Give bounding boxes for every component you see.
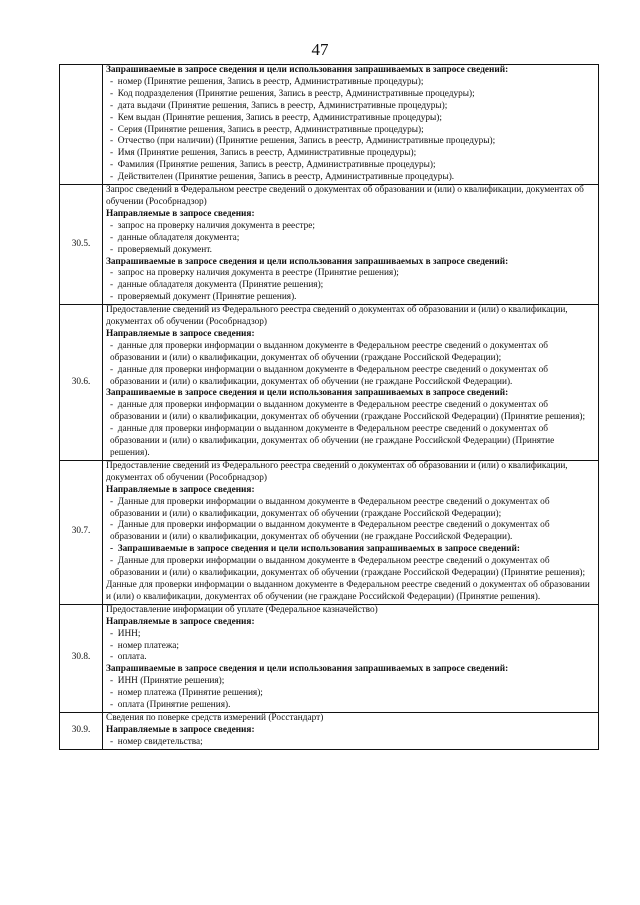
list-item: - Кем выдан (Принятие решения, Запись в реестр, Административные процедуры);	[106, 113, 595, 125]
section-heading: Запрашиваемые в запросе сведения и цели использования запрашиваемых в запросе сведений:	[106, 388, 509, 399]
section-heading: Запрашиваемые в запросе сведения и цели использования запрашиваемых в запросе сведений:	[106, 65, 509, 75]
list-item: - Данные для проверки информации о выданном документе в Федеральном реестре сведений о документах об образовании и (или) о квалификации, документах об обучении (граждане Российской Федерации) (Принятие решения);	[106, 556, 595, 580]
list-item: - ИНН (Принятие решения);	[106, 676, 595, 688]
row-title: Запрос сведений в Федеральном реестре сведений о документах об образовании и (или) о квалификации, документах об обучении (Рособрнадзор)	[106, 185, 584, 207]
list-item: - Запрашиваемые в запросе сведения и цели использования запрашиваемых в запросе сведений:	[106, 544, 595, 556]
table-row	[60, 712, 599, 749]
section-heading: Направляемые в запросе сведения:	[106, 328, 255, 339]
row-number: 30.5.	[60, 185, 103, 305]
list-item: - данные для проверки информации о выданном документе в Федеральном реестре сведений о документах об образовании и (или) о квалификации, документах об обучении (не граждане Российской Федерации).	[106, 365, 595, 389]
section-heading: Направляемые в запросе сведения:	[106, 208, 255, 219]
list-item: - оплата (Принятие решения).	[106, 700, 595, 712]
list-item: - Имя (Принятие решения, Запись в реестр, Административные процедуры);	[106, 148, 595, 160]
row-number: 30.7.	[60, 460, 103, 604]
document-table	[59, 64, 599, 750]
list-item: - данные для проверки информации о выданном документе в Федеральном реестре сведений о документах об образовании и (или) о квалификации, документах об обучении (не граждане Российской Федерации) (Принятие решения).	[106, 424, 595, 460]
list-item: - номер платежа;	[106, 641, 595, 653]
row-number: 30.6.	[60, 305, 103, 461]
list-item: - номер (Принятие решения, Запись в реестр, Административные процедуры);	[106, 77, 595, 89]
list-item: - проверяемый документ.	[106, 245, 595, 257]
list-item: - оплата.	[106, 652, 595, 664]
table-row	[60, 305, 599, 461]
row-title: Данные для проверки информации о выданном документе в Федеральном реестре сведений о документах об образовании и (или) о квалификации, документах об обучении (не граждане Российской Федерации) (Принятие решения).	[106, 579, 590, 602]
section-heading: Запрашиваемые в запросе сведения и цели использования запрашиваемых в запросе сведений:	[106, 256, 509, 267]
row-content	[103, 305, 599, 461]
table-row	[60, 65, 599, 185]
row-content	[103, 65, 599, 185]
list-item: - данные для проверки информации о выданном документе в Федеральном реестре сведений о документах об образовании и (или) о квалификации, документах об обучении (граждане Российской Федерации) (Принятие решения);	[106, 400, 595, 424]
list-item: - Фамилия (Принятие решения, Запись в реестр, Административные процедуры);	[106, 160, 595, 172]
list-item: - дата выдачи (Принятие решения, Запись в реестр, Административные процедуры);	[106, 101, 595, 113]
table-row	[60, 460, 599, 604]
list-item: - запрос на проверку наличия документа в реестре (Принятие решения);	[106, 268, 595, 280]
list-item: - номер свидетельства;	[106, 737, 595, 749]
list-item: - данные для проверки информации о выданном документе в Федеральном реестре сведений о документах об образовании и (или) о квалификации, документах об обучении (граждане Российской Федерации);	[106, 341, 595, 365]
row-title: Сведения по поверке средств измерений (Росстандарт)	[106, 712, 324, 723]
row-content	[103, 604, 599, 712]
row-title: Предоставление информации об уплате (Федеральное казначейство)	[106, 604, 378, 615]
section-heading: Направляемые в запросе сведения:	[106, 616, 255, 627]
list-item: - данные обладателя документа;	[106, 233, 595, 245]
list-item: - Серия (Принятие решения, Запись в реестр, Административные процедуры);	[106, 125, 595, 137]
section-heading: Запрашиваемые в запросе сведения и цели использования запрашиваемых в запросе сведений:	[106, 664, 509, 675]
row-number: 30.8.	[60, 604, 103, 712]
page-number: 47	[311, 40, 329, 59]
table-row	[60, 185, 599, 305]
list-item: - Код подразделения (Принятие решения, Запись в реестр, Административные процедуры);	[106, 89, 595, 101]
row-content	[103, 185, 599, 305]
list-item: - Данные для проверки информации о выданном документе в Федеральном реестре сведений о документах об образовании и (или) о квалификации, документах об обучении (не граждане Российской Федерации).	[106, 520, 595, 544]
section-heading: Направляемые в запросе сведения:	[106, 484, 255, 495]
table-row	[60, 604, 599, 712]
list-item: - проверяемый документ (Принятие решения).	[106, 292, 595, 304]
list-item: - Данные для проверки информации о выданном документе в Федеральном реестре сведений о документах об образовании и (или) о квалификации, документах об обучении (граждане Российской Федерации);	[106, 497, 595, 521]
list-item: - запрос на проверку наличия документа в реестре;	[106, 221, 595, 233]
list-item: - данные обладателя документа (Принятие решения);	[106, 280, 595, 292]
row-content	[103, 460, 599, 604]
row-title: Предоставление сведений из Федерального реестра сведений о документах об образовании и (или) о квалификации, документах об обучении (Рособрнадзор)	[106, 305, 568, 328]
row-content	[103, 712, 599, 749]
row-title: Предоставление сведений из Федерального реестра сведений о документах об образовании и (или) о квалификации, документах об обучении (Рособрнадзор)	[106, 460, 568, 483]
list-item: - ИНН;	[106, 629, 595, 641]
list-item: - номер платежа (Принятие решения);	[106, 688, 595, 700]
section-heading: Направляемые в запросе сведения:	[106, 724, 255, 735]
list-item: - Отчество (при наличии) (Принятие решения, Запись в реестр, Административные процедуры);	[106, 136, 595, 148]
row-number	[60, 65, 103, 185]
list-item: - Действителен (Принятие решения, Запись в реестр, Административные процедуры).	[106, 172, 595, 184]
row-number: 30.9.	[60, 712, 103, 749]
